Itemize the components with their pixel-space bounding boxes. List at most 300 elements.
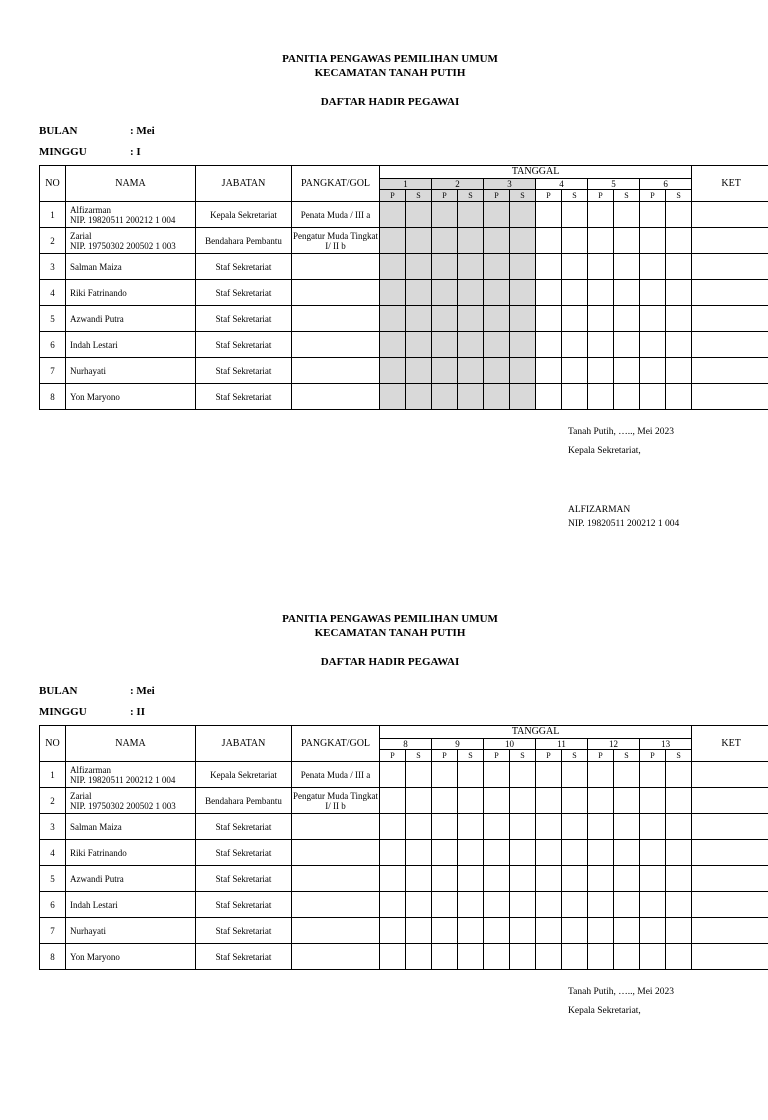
attendance-cell[interactable] — [380, 306, 406, 332]
attendance-cell[interactable] — [588, 918, 614, 944]
attendance-cell[interactable] — [484, 332, 510, 358]
attendance-cell[interactable] — [536, 866, 562, 892]
attendance-cell[interactable] — [458, 762, 484, 788]
attendance-cell[interactable] — [640, 918, 666, 944]
attendance-cell[interactable] — [380, 228, 406, 254]
attendance-cell[interactable] — [640, 762, 666, 788]
employee-name-cell — [66, 840, 196, 866]
employee-position: Staf Sekretariat — [196, 358, 292, 384]
employee-position: Staf Sekretariat — [196, 332, 292, 358]
attendance-cell[interactable] — [614, 918, 640, 944]
attendance-cell[interactable] — [406, 254, 432, 280]
attendance-cell[interactable] — [562, 332, 588, 358]
attendance-cell[interactable] — [458, 228, 484, 254]
remarks-cell[interactable] — [692, 254, 768, 280]
week-value: : II — [130, 706, 145, 718]
remarks-cell[interactable] — [692, 384, 768, 410]
attendance-cell[interactable] — [510, 384, 536, 410]
attendance-cell[interactable] — [536, 788, 562, 814]
attendance-cell[interactable] — [614, 840, 640, 866]
attendance-cell[interactable] — [406, 840, 432, 866]
attendance-cell[interactable] — [432, 202, 458, 228]
attendance-cell[interactable] — [380, 866, 406, 892]
attendance-cell[interactable] — [536, 840, 562, 866]
attendance-cell[interactable] — [484, 918, 510, 944]
employee-rank — [292, 866, 380, 892]
attendance-cell[interactable] — [588, 814, 614, 840]
attendance-cell[interactable] — [666, 202, 692, 228]
table-row — [40, 814, 768, 840]
remarks-cell[interactable] — [692, 944, 768, 970]
attendance-cell[interactable] — [666, 384, 692, 410]
employee-name: Zarial — [70, 231, 195, 241]
week-label: MINGGU — [39, 706, 130, 718]
attendance-cell[interactable] — [510, 944, 536, 970]
attendance-cell[interactable] — [562, 866, 588, 892]
attendance-cell[interactable] — [562, 202, 588, 228]
attendance-cell[interactable] — [588, 788, 614, 814]
row-number: 8 — [40, 944, 66, 970]
table-row — [40, 892, 768, 918]
day-number-cell: 5 — [588, 179, 640, 190]
attendance-cell[interactable] — [432, 944, 458, 970]
attendance-cell[interactable] — [484, 358, 510, 384]
attendance-cell[interactable] — [432, 892, 458, 918]
attendance-cell[interactable] — [432, 762, 458, 788]
row-number: 7 — [40, 358, 66, 384]
employee-name: Zarial — [70, 791, 195, 801]
attendance-cell[interactable] — [536, 228, 562, 254]
attendance-cell[interactable] — [406, 866, 432, 892]
attendance-cell[interactable] — [614, 228, 640, 254]
remarks-cell[interactable] — [692, 332, 768, 358]
attendance-cell[interactable] — [640, 228, 666, 254]
employee-position: Staf Sekretariat — [196, 384, 292, 410]
signature-role: Kepala Sekretariat, — [568, 445, 641, 457]
attendance-cell[interactable] — [562, 892, 588, 918]
attendance-cell[interactable] — [510, 358, 536, 384]
row-number: 5 — [40, 306, 66, 332]
month-label: BULAN — [39, 685, 130, 697]
table-row — [40, 384, 768, 410]
attendance-cell[interactable] — [458, 384, 484, 410]
attendance-cell[interactable] — [536, 358, 562, 384]
attendance-cell[interactable] — [640, 306, 666, 332]
attendance-cell[interactable] — [458, 254, 484, 280]
attendance-cell[interactable] — [380, 202, 406, 228]
attendance-cell[interactable] — [614, 332, 640, 358]
attendance-cell[interactable] — [562, 840, 588, 866]
col-header-nama: NAMA — [66, 166, 196, 202]
attendance-cell[interactable] — [640, 254, 666, 280]
attendance-cell[interactable] — [666, 358, 692, 384]
attendance-cell[interactable] — [562, 918, 588, 944]
attendance-cell[interactable] — [562, 254, 588, 280]
remarks-cell[interactable] — [692, 358, 768, 384]
day-number-cell: 4 — [536, 179, 588, 190]
attendance-cell[interactable] — [666, 332, 692, 358]
attendance-cell[interactable] — [614, 892, 640, 918]
attendance-cell[interactable] — [380, 254, 406, 280]
table-row — [40, 280, 768, 306]
attendance-cell[interactable] — [458, 788, 484, 814]
attendance-cell[interactable] — [406, 358, 432, 384]
attendance-cell[interactable] — [380, 762, 406, 788]
attendance-cell[interactable] — [380, 384, 406, 410]
attendance-cell[interactable] — [432, 332, 458, 358]
attendance-cell[interactable] — [432, 840, 458, 866]
attendance-cell[interactable] — [484, 788, 510, 814]
attendance-cell[interactable] — [458, 814, 484, 840]
row-number: 1 — [40, 762, 66, 788]
table-row — [40, 358, 768, 384]
attendance-cell[interactable] — [484, 762, 510, 788]
attendance-cell[interactable] — [380, 892, 406, 918]
employee-position: Staf Sekretariat — [196, 254, 292, 280]
row-number: 3 — [40, 814, 66, 840]
sick-header-cell: S — [406, 190, 432, 202]
day-number-cell: 8 — [380, 739, 432, 750]
attendance-cell[interactable] — [536, 762, 562, 788]
attendance-cell[interactable] — [510, 918, 536, 944]
attendance-cell[interactable] — [510, 840, 536, 866]
attendance-cell[interactable] — [380, 840, 406, 866]
attendance-cell[interactable] — [458, 840, 484, 866]
attendance-cell[interactable] — [510, 202, 536, 228]
attendance-cell[interactable] — [510, 866, 536, 892]
attendance-cell[interactable] — [432, 228, 458, 254]
attendance-cell[interactable] — [484, 840, 510, 866]
sick-header-cell: S — [666, 190, 692, 202]
attendance-table — [39, 165, 768, 410]
week-field — [39, 146, 141, 158]
attendance-cell[interactable] — [536, 202, 562, 228]
attendance-cell[interactable] — [458, 866, 484, 892]
attendance-cell[interactable] — [510, 306, 536, 332]
attendance-cell[interactable] — [614, 384, 640, 410]
attendance-cell[interactable] — [484, 384, 510, 410]
col-header-ket: KET — [692, 166, 768, 202]
attendance-cell[interactable] — [380, 814, 406, 840]
attendance-cell[interactable] — [588, 280, 614, 306]
attendance-cell[interactable] — [380, 944, 406, 970]
attendance-cell[interactable] — [640, 280, 666, 306]
day-number-cell: 1 — [380, 179, 432, 190]
attendance-cell[interactable] — [666, 866, 692, 892]
attendance-cell[interactable] — [484, 254, 510, 280]
attendance-cell[interactable] — [484, 228, 510, 254]
attendance-cell[interactable] — [406, 280, 432, 306]
employee-name-cell — [66, 788, 196, 814]
attendance-cell[interactable] — [380, 280, 406, 306]
employee-name: Indah Lestari — [70, 340, 195, 350]
table-row — [40, 762, 768, 788]
attendance-cell[interactable] — [536, 814, 562, 840]
attendance-cell[interactable] — [614, 254, 640, 280]
attendance-cell[interactable] — [614, 814, 640, 840]
attendance-cell[interactable] — [484, 866, 510, 892]
remarks-cell[interactable] — [692, 228, 768, 254]
sick-header-cell: S — [510, 190, 536, 202]
attendance-cell[interactable] — [666, 762, 692, 788]
attendance-cell[interactable] — [614, 762, 640, 788]
attendance-cell[interactable] — [536, 918, 562, 944]
row-number: 3 — [40, 254, 66, 280]
attendance-cell[interactable] — [406, 228, 432, 254]
present-header-cell: P — [380, 190, 406, 202]
remarks-cell[interactable] — [692, 762, 768, 788]
employee-rank — [292, 384, 380, 410]
attendance-cell[interactable] — [666, 892, 692, 918]
attendance-cell[interactable] — [614, 866, 640, 892]
attendance-cell[interactable] — [536, 306, 562, 332]
attendance-cell[interactable] — [666, 788, 692, 814]
employee-name-cell — [66, 358, 196, 384]
attendance-cell[interactable] — [536, 254, 562, 280]
remarks-cell[interactable] — [692, 814, 768, 840]
attendance-cell[interactable] — [458, 332, 484, 358]
attendance-cell[interactable] — [588, 840, 614, 866]
employee-name: Riki Fatrinando — [70, 288, 195, 298]
employee-rank — [292, 280, 380, 306]
attendance-cell[interactable] — [588, 944, 614, 970]
remarks-cell[interactable] — [692, 280, 768, 306]
sick-header-cell: S — [562, 750, 588, 762]
employee-name: Yon Maryono — [70, 952, 195, 962]
attendance-cell[interactable] — [640, 358, 666, 384]
attendance-cell[interactable] — [406, 788, 432, 814]
col-header-ket: KET — [692, 726, 768, 762]
attendance-cell[interactable] — [562, 306, 588, 332]
remarks-cell[interactable] — [692, 866, 768, 892]
attendance-cell[interactable] — [614, 202, 640, 228]
attendance-cell[interactable] — [614, 358, 640, 384]
day-number-cell: 6 — [640, 179, 692, 190]
attendance-cell[interactable] — [640, 840, 666, 866]
day-number-cell: 10 — [484, 739, 536, 750]
attendance-cell[interactable] — [406, 918, 432, 944]
row-number: 2 — [40, 788, 66, 814]
table-row — [40, 944, 768, 970]
attendance-cell[interactable] — [432, 358, 458, 384]
attendance-cell[interactable] — [510, 892, 536, 918]
attendance-cell[interactable] — [588, 306, 614, 332]
table-row — [40, 332, 768, 358]
attendance-cell[interactable] — [510, 762, 536, 788]
attendance-cell[interactable] — [406, 892, 432, 918]
attendance-cell[interactable] — [484, 814, 510, 840]
attendance-cell[interactable] — [380, 788, 406, 814]
attendance-cell[interactable] — [406, 944, 432, 970]
attendance-cell[interactable] — [406, 814, 432, 840]
attendance-cell[interactable] — [432, 788, 458, 814]
attendance-cell[interactable] — [562, 762, 588, 788]
attendance-cell[interactable] — [640, 788, 666, 814]
attendance-cell[interactable] — [666, 306, 692, 332]
attendance-cell[interactable] — [562, 280, 588, 306]
week-field — [39, 706, 145, 718]
attendance-cell[interactable] — [484, 944, 510, 970]
attendance-cell[interactable] — [432, 918, 458, 944]
present-header-cell: P — [640, 750, 666, 762]
attendance-cell[interactable] — [536, 384, 562, 410]
attendance-cell[interactable] — [406, 202, 432, 228]
employee-position: Staf Sekretariat — [196, 892, 292, 918]
employee-rank — [292, 918, 380, 944]
table-row — [40, 228, 768, 254]
attendance-cell[interactable] — [484, 202, 510, 228]
remarks-cell[interactable] — [692, 892, 768, 918]
attendance-cell[interactable] — [640, 332, 666, 358]
sick-header-cell: S — [458, 190, 484, 202]
attendance-cell[interactable] — [380, 918, 406, 944]
col-header-no: NO — [40, 726, 66, 762]
attendance-cell[interactable] — [588, 228, 614, 254]
attendance-cell[interactable] — [666, 228, 692, 254]
col-header-nama: NAMA — [66, 726, 196, 762]
employee-rank: Pengatur Muda Tingkat I/ II b — [292, 788, 380, 814]
attendance-cell[interactable] — [510, 228, 536, 254]
present-header-cell: P — [588, 190, 614, 202]
attendance-cell[interactable] — [484, 280, 510, 306]
employee-rank — [292, 944, 380, 970]
attendance-cell[interactable] — [640, 892, 666, 918]
attendance-cell[interactable] — [406, 306, 432, 332]
attendance-cell[interactable] — [458, 202, 484, 228]
attendance-cell[interactable] — [614, 280, 640, 306]
attendance-cell[interactable] — [562, 944, 588, 970]
row-number: 7 — [40, 918, 66, 944]
attendance-cell[interactable] — [406, 762, 432, 788]
attendance-cell[interactable] — [484, 306, 510, 332]
attendance-cell[interactable] — [640, 866, 666, 892]
employee-name-cell — [66, 918, 196, 944]
attendance-cell[interactable] — [588, 866, 614, 892]
attendance-cell[interactable] — [432, 280, 458, 306]
attendance-cell[interactable] — [588, 332, 614, 358]
attendance-cell[interactable] — [562, 358, 588, 384]
attendance-cell[interactable] — [458, 280, 484, 306]
table-row — [40, 840, 768, 866]
attendance-cell[interactable] — [432, 254, 458, 280]
day-number-cell: 11 — [536, 739, 588, 750]
attendance-cell[interactable] — [588, 358, 614, 384]
attendance-cell[interactable] — [536, 892, 562, 918]
attendance-cell[interactable] — [666, 918, 692, 944]
attendance-cell[interactable] — [666, 944, 692, 970]
present-header-cell: P — [380, 750, 406, 762]
employee-rank — [292, 840, 380, 866]
employee-name-cell — [66, 944, 196, 970]
attendance-cell[interactable] — [406, 332, 432, 358]
employee-nip: NIP. 19820511 200212 1 004 — [70, 215, 195, 225]
attendance-cell[interactable] — [484, 892, 510, 918]
attendance-cell[interactable] — [588, 762, 614, 788]
sick-header-cell: S — [562, 190, 588, 202]
attendance-cell[interactable] — [536, 944, 562, 970]
remarks-cell[interactable] — [692, 918, 768, 944]
attendance-cell[interactable] — [536, 332, 562, 358]
attendance-cell[interactable] — [562, 384, 588, 410]
attendance-cell[interactable] — [562, 228, 588, 254]
attendance-cell[interactable] — [406, 384, 432, 410]
attendance-cell[interactable] — [510, 254, 536, 280]
attendance-cell[interactable] — [432, 866, 458, 892]
attendance-cell[interactable] — [614, 944, 640, 970]
employee-name: Alfizarman — [70, 765, 195, 775]
attendance-cell[interactable] — [458, 358, 484, 384]
attendance-cell[interactable] — [562, 788, 588, 814]
row-number: 2 — [40, 228, 66, 254]
attendance-cell[interactable] — [640, 384, 666, 410]
attendance-cell[interactable] — [458, 944, 484, 970]
remarks-cell[interactable] — [692, 788, 768, 814]
attendance-cell[interactable] — [562, 814, 588, 840]
attendance-cell[interactable] — [666, 254, 692, 280]
present-header-cell: P — [536, 190, 562, 202]
attendance-cell[interactable] — [640, 202, 666, 228]
attendance-cell[interactable] — [588, 254, 614, 280]
attendance-cell[interactable] — [614, 788, 640, 814]
attendance-cell[interactable] — [588, 202, 614, 228]
attendance-cell[interactable] — [588, 384, 614, 410]
employee-rank — [292, 892, 380, 918]
remarks-cell[interactable] — [692, 840, 768, 866]
sick-header-cell: S — [666, 750, 692, 762]
present-header-cell: P — [432, 190, 458, 202]
attendance-cell[interactable] — [588, 892, 614, 918]
sick-header-cell: S — [614, 190, 640, 202]
month-value: : Mei — [130, 125, 155, 137]
employee-name-cell — [66, 280, 196, 306]
attendance-cell[interactable] — [432, 814, 458, 840]
attendance-cell[interactable] — [458, 892, 484, 918]
attendance-cell[interactable] — [536, 280, 562, 306]
attendance-cell[interactable] — [666, 840, 692, 866]
attendance-cell[interactable] — [510, 332, 536, 358]
attendance-cell[interactable] — [510, 280, 536, 306]
attendance-cell[interactable] — [614, 306, 640, 332]
sick-header-cell: S — [614, 750, 640, 762]
attendance-cell[interactable] — [510, 814, 536, 840]
attendance-cell[interactable] — [380, 332, 406, 358]
month-value: : Mei — [130, 685, 155, 697]
day-number-cell: 12 — [588, 739, 640, 750]
attendance-cell[interactable] — [640, 944, 666, 970]
employee-rank — [292, 254, 380, 280]
attendance-cell[interactable] — [666, 814, 692, 840]
attendance-cell[interactable] — [510, 788, 536, 814]
month-field — [39, 685, 155, 697]
attendance-cell[interactable] — [458, 306, 484, 332]
employee-position: Kepala Sekretariat — [196, 762, 292, 788]
remarks-cell[interactable] — [692, 306, 768, 332]
attendance-cell[interactable] — [432, 306, 458, 332]
row-number: 6 — [40, 332, 66, 358]
attendance-cell[interactable] — [640, 814, 666, 840]
employee-position: Staf Sekretariat — [196, 944, 292, 970]
employee-nip: NIP. 19750302 200502 1 003 — [70, 801, 195, 811]
employee-rank — [292, 306, 380, 332]
employee-rank: Penata Muda / III a — [292, 202, 380, 228]
attendance-cell[interactable] — [380, 358, 406, 384]
attendance-cell[interactable] — [666, 280, 692, 306]
attendance-cell[interactable] — [458, 918, 484, 944]
attendance-cell[interactable] — [432, 384, 458, 410]
employee-position: Kepala Sekretariat — [196, 202, 292, 228]
remarks-cell[interactable] — [692, 202, 768, 228]
col-header-tanggal: TANGGAL — [380, 166, 692, 179]
